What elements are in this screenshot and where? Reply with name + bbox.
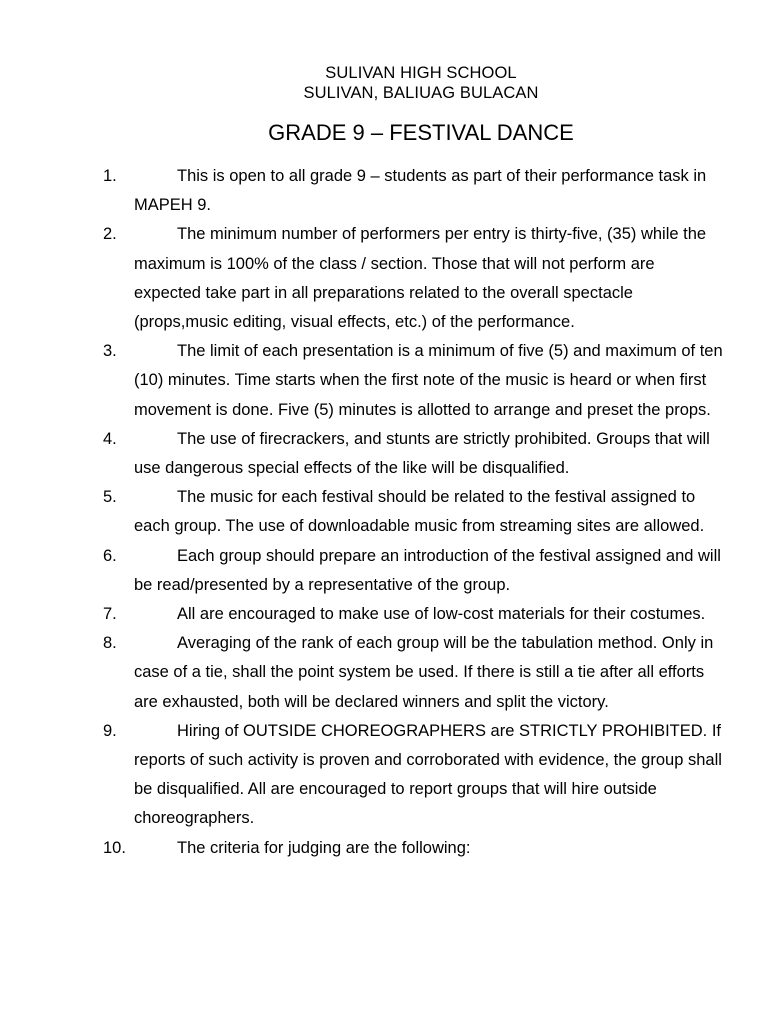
rule-item (0, 629, 768, 717)
rule-text: The limit of each presentation is a minimum of five (5) and maximum of ten (10) minutes. Time starts when the first note of the music is heard or when first movement is done. Five (5) minutes is allotted to arrange and preset the props. (134, 342, 723, 419)
rule-text: Averaging of the rank of each group will be the tabulation method. Only in case of a tie, shall the point system be used. If there is still a tie after all efforts are exhausted, both will be declared winners and split the victory. (134, 634, 714, 711)
rule-text: This is open to all grade 9 – students as part of their performance task in MAPEH 9. (134, 167, 707, 215)
rule-text: All are encouraged to make use of low-cost materials for their costumes. (177, 605, 706, 624)
rule-item (0, 717, 768, 834)
rule-number: 8. (103, 634, 117, 653)
rule-number: 9. (103, 721, 117, 740)
school-address: SULIVAN, BALIUAG BULACAN (303, 84, 539, 102)
rule-text: Hiring of OUTSIDE CHOREOGRAPHERS are STRICTLY PROHIBITED. If reports of such activity is proven and corroborated with evidence, the group shall be disqualified. All are encouraged to report groups that will hire outside choreographers. (134, 721, 722, 828)
rule-number: 7. (103, 605, 117, 624)
rule-item (0, 834, 768, 863)
rule-number: 5. (103, 488, 117, 507)
rule-text: The criteria for judging are the following: (177, 838, 471, 857)
rule-text: The music for each festival should be related to the festival assigned to each group. The use of downloadable music from streaming sites are allowed. (134, 488, 705, 536)
rule-item (0, 425, 768, 483)
rules-list (0, 162, 768, 863)
rule-number: 4. (103, 429, 117, 448)
document-title: GRADE 9 – FESTIVAL DANCE (268, 120, 574, 145)
rule-item (0, 600, 768, 629)
rule-number: 1. (103, 167, 117, 185)
rule-item (0, 483, 768, 541)
rule-item (0, 162, 768, 220)
rule-text: Each group should prepare an introduction of the festival assigned and will be read/presented by a representative of the group. (134, 546, 721, 594)
rule-item (0, 542, 768, 600)
rule-number: 3. (103, 342, 117, 361)
rule-text: The use of firecrackers, and stunts are strictly prohibited. Groups that will use dangerous special effects of the like will be disqualified. (134, 429, 710, 478)
rule-number: 10. (103, 838, 126, 857)
rule-item (0, 337, 768, 425)
rule-number: 2. (103, 225, 117, 244)
rule-text: The minimum number of performers per entry is thirty-five, (35) while the maximum is 100% of the class / section. Those that will not perform are expected take part in all preparations related to the overall spectacle (props,music editing, visual effects, etc.) of the performance. (134, 225, 707, 332)
school-name: SULIVAN HIGH SCHOOL (325, 64, 517, 82)
rule-item (0, 220, 768, 337)
rule-number: 6. (103, 546, 117, 565)
